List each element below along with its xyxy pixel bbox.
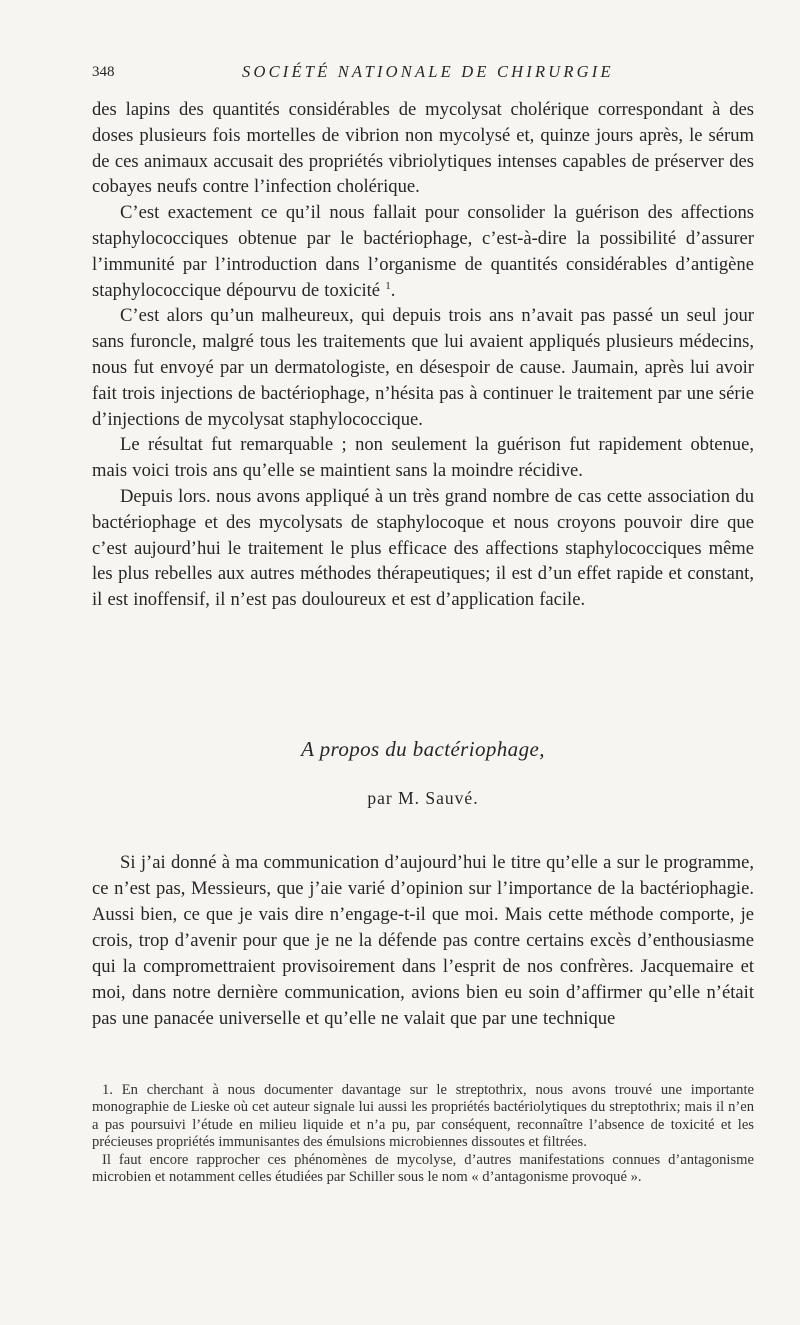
- paragraph: C’est alors qu’un malheureux, qui depuis trois ans n’avait pas passé un seul jour sans furoncle, malgré tous les traitements que lui avaient appliqués plusieurs médecins, nous fut envoyé par un dermatologiste, en désespoir de cause. Jaumain, après lui avoir fait trois injections de bactériophage, n’hésita pas à continuer le traitement par une série d’injections de mycolysat staphylococcique.: [92, 305, 754, 430]
- footnotes: [92, 1082, 754, 1186]
- page-number: 348: [92, 64, 115, 80]
- page-header: [92, 60, 754, 86]
- section-title: A propos du bactériophage,: [301, 737, 545, 761]
- paragraph: [92, 200, 754, 303]
- footnote: Il faut encore rapprocher ces phénomènes de mycolyse, d’autres manifestations connues d’antagonisme microbien et notamment celles étudiées par Schiller sous le nom « d’antagonisme provoqué ».: [92, 1151, 754, 1186]
- section-body-text: [92, 850, 754, 1032]
- body-text: [92, 97, 754, 613]
- running-title: SOCIÉTÉ NATIONALE DE CHIRURGIE: [242, 62, 614, 81]
- footnote-marker: 1: [385, 279, 391, 292]
- paragraph: Si j’ai donné à ma communication d’aujourd’hui le titre qu’elle a sur le programme, ce n’est pas, Messieurs, que j’aie varié d’opinion sur l’importance de la bactériophagie. Aussi bien, ce que je vais dire n’engage-t-il que moi. Mais cette méthode comporte, je crois, trop d’avenir pour que je ne la défende pas contre certains excès d’enthousiasme qui la compromettraient provisoirement dans l’esprit de nos confrères. Jacquemaire et moi, dans notre dernière communication, avions bien eu soin d’affirmer qu’elle n’était pas une panacée universelle et qu’elle ne valait que par une technique: [92, 852, 754, 1029]
- paragraph: des lapins des quantités considérables de mycolysat cholérique correspondant à des doses plusieurs fois mortelles de vibrion non mycolysé et, quinze jours après, le sérum de ces animaux accusait des propriétés vibriolytiques intenses capables de préserver des cobayes neufs contre l’infection cholérique.: [92, 99, 754, 198]
- paragraph-text: C’est exactement ce qu’il nous fallait pour consolider la guérison des affections staphylococciques obtenue par le bactériophage, c’est-à-dire la possibilité d’assurer l’immunité par l’introduction dans l’organisme de quantités considérables d’antigène staphylococcique dépourvu de toxicité: [92, 202, 754, 301]
- footnote-marker-suffix: .: [390, 279, 396, 301]
- section-byline: par M. Sauvé.: [367, 788, 479, 808]
- paragraph: Depuis lors. nous avons appliqué à un très grand nombre de cas cette association du bactériophage et des mycolysats de staphylocoque et nous croyons pouvoir dire que c’est aujourd’hui le traitement le plus efficace des affections staphylococciques même les plus rebelles aux autres méthodes thérapeutiques; il est d’un effet rapide et constant, il est inoffensif, il n’est pas douloureux et est d’application facile.: [92, 485, 754, 611]
- footnote: 1. En cherchant à nous documenter davantage sur le streptothrix, nous avons trouvé une importante monographie de Lieske où cet auteur signale lui aussi les propriétés bactériolytiques du streptothrix; mais il n’en a pas poursuivi l’étude en milieu liquide et n’a pu, par conséquent, reconnaître l’absence de toxicité et les précieuses propriétés immunisantes des émulsions microbiennes dissoutes et filtrées.: [92, 1082, 754, 1151]
- paragraph: Le résultat fut remarquable ; non seulement la guérison fut rapidement obtenue, mais voici trois ans qu’elle se maintient sans la moindre récidive.: [92, 434, 754, 482]
